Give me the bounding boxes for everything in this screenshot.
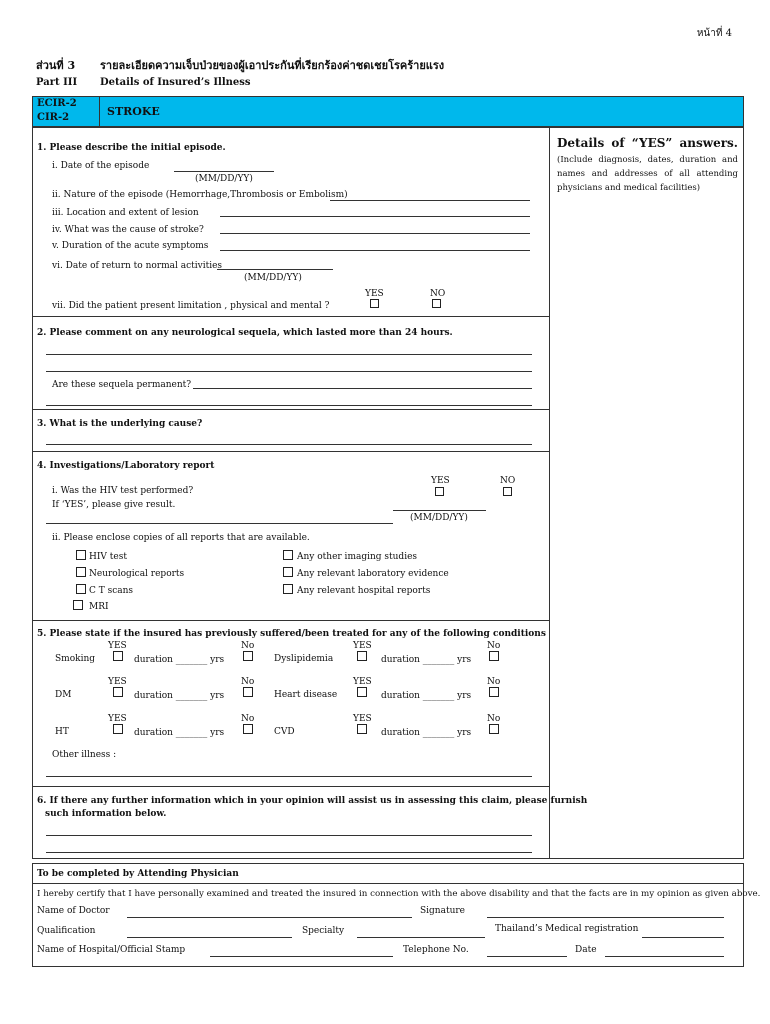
hospital-label: Name of Hospital/Official Stamp — [37, 945, 186, 955]
neurological-checkbox[interactable] — [76, 567, 86, 577]
signature-label: Signature — [420, 906, 466, 916]
limitation-yes-checkbox[interactable] — [370, 299, 379, 308]
hiv-date-field[interactable] — [393, 510, 486, 511]
no-label: No — [241, 714, 255, 724]
date-field[interactable] — [605, 956, 724, 957]
q1-iii-label: iii. Location and extent of lesion — [52, 208, 199, 218]
no-label: No — [241, 641, 255, 651]
nature-field[interactable] — [330, 200, 530, 201]
imaging-checkbox[interactable] — [283, 550, 293, 560]
hiv-yes-checkbox[interactable] — [435, 487, 444, 496]
telephone-field[interactable] — [487, 956, 567, 957]
condition-yes-checkbox[interactable] — [357, 687, 367, 697]
side-note: (Include diagnosis, dates, duration and names and addresses of all attending physicians and medical facilities) — [557, 155, 738, 193]
report-label: Any relevant laboratory evidence — [297, 569, 449, 579]
yes-label: YES — [353, 714, 372, 724]
sequela-field-2[interactable] — [46, 371, 532, 372]
report-label: HIV test — [89, 552, 127, 562]
divider — [32, 409, 550, 410]
date-format-hint: (MM/DD/YY) — [410, 513, 468, 523]
duration-field[interactable]: duration _______ yrs — [134, 655, 225, 665]
q3-title: 3. What is the underlying cause? — [37, 419, 203, 429]
banner-divider — [99, 96, 100, 127]
condition-no-checkbox[interactable] — [243, 651, 253, 661]
yes-label: YES — [353, 641, 372, 651]
q1-i-label: i. Date of the episode — [52, 161, 150, 171]
hospital-field[interactable] — [210, 956, 393, 957]
condition-yes-checkbox[interactable] — [113, 724, 123, 734]
underlying-cause-field[interactable] — [46, 444, 532, 445]
condition-no-checkbox[interactable] — [243, 724, 253, 734]
duration-field[interactable]: duration _______ yrs — [381, 691, 472, 701]
yes-label: YES — [108, 677, 127, 687]
duration-field[interactable]: duration _______ yrs — [381, 655, 472, 665]
condition-label: Dyslipidemia — [274, 654, 334, 664]
q6-title-1: 6. If there any further information which in your opinion will assist us in assessing this claim, please furnish — [37, 796, 588, 806]
duration-field[interactable]: duration _______ yrs — [134, 728, 225, 738]
date-format-hint: (MM/DD/YY) — [195, 174, 253, 184]
qualification-label: Qualification — [37, 926, 96, 936]
registration-label: Thailand’s Medical registration — [495, 924, 639, 934]
section-label-th: ส่วนที่ 3 — [36, 59, 76, 72]
duration-field[interactable] — [220, 250, 530, 251]
q6-title-2: such information below. — [45, 809, 167, 819]
condition-label: CVD — [274, 727, 295, 737]
condition-yes-checkbox[interactable] — [357, 724, 367, 734]
q1-vii-label: vii. Did the patient present limitation , physical and mental ? — [52, 301, 330, 311]
part-title: Details of Insured’s Illness — [100, 77, 251, 88]
yes-label: YES — [431, 476, 450, 486]
condition-label: DM — [55, 690, 72, 700]
q4-title: 4. Investigations/Laboratory report — [37, 461, 215, 471]
condition-label: HT — [55, 727, 69, 737]
q4-if-yes-label: If ‘YES’, please give result. — [52, 500, 176, 510]
q4-i-label: i. Was the HIV test performed? — [52, 486, 194, 496]
return-date-field[interactable] — [217, 269, 333, 270]
doctor-name-field[interactable] — [127, 917, 412, 918]
form-code-2: CIR-2 — [37, 112, 70, 123]
hiv-result-field[interactable] — [46, 523, 393, 524]
mri-checkbox[interactable] — [73, 600, 83, 610]
no-label: No — [487, 641, 501, 651]
q1-ii-label: ii. Nature of the episode (Hemorrhage,Thrombosis or Embolism) — [52, 190, 348, 200]
certify-text: I hereby certify that I have personally examined and treated the insured in connection with the above disability and that the facts are in my opinion as given above. — [37, 889, 761, 899]
q1-vi-label: vi. Date of return to normal activities — [52, 261, 223, 271]
report-label: Any relevant hospital reports — [297, 586, 431, 596]
no-label: NO — [500, 476, 516, 486]
hiv-no-checkbox[interactable] — [503, 487, 512, 496]
q2-permanent-label: Are these sequela permanent? — [52, 380, 192, 390]
condition-no-checkbox[interactable] — [489, 651, 499, 661]
hospital-reports-checkbox[interactable] — [283, 584, 293, 594]
further-info-field-2[interactable] — [46, 852, 532, 853]
location-field[interactable] — [220, 216, 530, 217]
q1-title: 1. Please describe the initial episode. — [37, 143, 226, 153]
other-illness-label: Other illness : — [52, 750, 117, 760]
physician-heading: To be completed by Attending Physician — [37, 869, 239, 879]
condition-yes-checkbox[interactable] — [357, 651, 367, 661]
q1-v-label: v. Duration of the acute symptoms — [52, 241, 209, 251]
duration-field[interactable]: duration _______ yrs — [134, 691, 225, 701]
hiv-test-checkbox[interactable] — [76, 550, 86, 560]
specialty-field[interactable] — [357, 937, 485, 938]
divider — [32, 786, 550, 787]
sequela-field-1[interactable] — [46, 354, 532, 355]
report-label: MRI — [89, 602, 109, 612]
condition-no-checkbox[interactable] — [489, 687, 499, 697]
date-label: Date — [575, 945, 597, 955]
divider — [32, 620, 550, 621]
other-illness-field[interactable] — [46, 776, 532, 777]
divider — [32, 451, 550, 452]
further-info-field-1[interactable] — [46, 835, 532, 836]
no-label: NO — [430, 289, 446, 299]
yes-label: YES — [108, 641, 127, 651]
condition-no-checkbox[interactable] — [489, 724, 499, 734]
no-label: No — [487, 677, 501, 687]
permanent-field[interactable] — [193, 388, 532, 389]
specialty-label: Specialty — [302, 926, 345, 936]
q1-iv-label: iv. What was the cause of stroke? — [52, 225, 204, 235]
divider — [32, 316, 550, 317]
side-column-divider — [549, 127, 550, 859]
condition-no-checkbox[interactable] — [243, 687, 253, 697]
yes-label: YES — [108, 714, 127, 724]
form-code-1: ECIR-2 — [37, 98, 77, 109]
no-label: No — [487, 714, 501, 724]
yes-label: YES — [365, 289, 384, 299]
condition-yes-checkbox[interactable] — [113, 651, 123, 661]
condition-label: Heart disease — [274, 690, 338, 700]
ct-scans-checkbox[interactable] — [76, 584, 86, 594]
date-format-hint: (MM/DD/YY) — [244, 273, 302, 283]
divider — [32, 883, 744, 884]
report-label: C T scans — [89, 586, 134, 596]
cause-field[interactable] — [220, 233, 530, 234]
qualification-field[interactable] — [127, 937, 292, 938]
part-label: Part III — [36, 77, 78, 88]
duration-field[interactable]: duration _______ yrs — [381, 728, 472, 738]
episode-date-field[interactable] — [174, 171, 274, 172]
signature-field[interactable] — [487, 917, 724, 918]
condition-yes-checkbox[interactable] — [113, 687, 123, 697]
condition-label: Smoking — [55, 654, 96, 664]
doctor-name-label: Name of Doctor — [37, 906, 110, 916]
telephone-label: Telephone No. — [403, 945, 469, 955]
q4-ii-label: ii. Please enclose copies of all reports that are available. — [52, 533, 310, 543]
banner-title: STROKE — [107, 105, 160, 118]
lab-evidence-checkbox[interactable] — [283, 567, 293, 577]
report-label: Any other imaging studies — [297, 552, 418, 562]
no-label: No — [241, 677, 255, 687]
limitation-no-checkbox[interactable] — [432, 299, 441, 308]
q5-title: 5. Please state if the insured has previously suffered/been treated for any of the following conditions — [37, 629, 546, 639]
report-label: Neurological reports — [89, 569, 185, 579]
sequela-field-3[interactable] — [46, 405, 532, 406]
q2-title: 2. Please comment on any neurological sequela, which lasted more than 24 hours. — [37, 328, 453, 338]
yes-label: YES — [353, 677, 372, 687]
side-title: Details of “YES” answers. — [557, 136, 738, 150]
registration-field[interactable] — [642, 937, 724, 938]
section-title-th: รายละเอียดความเจ็บป่วยของผู้เอาประกันที่เรียกร้องค่าชดเชยโรคร้ายแรง — [100, 59, 445, 72]
page-number: หน้าที่ 4 — [696, 28, 732, 39]
